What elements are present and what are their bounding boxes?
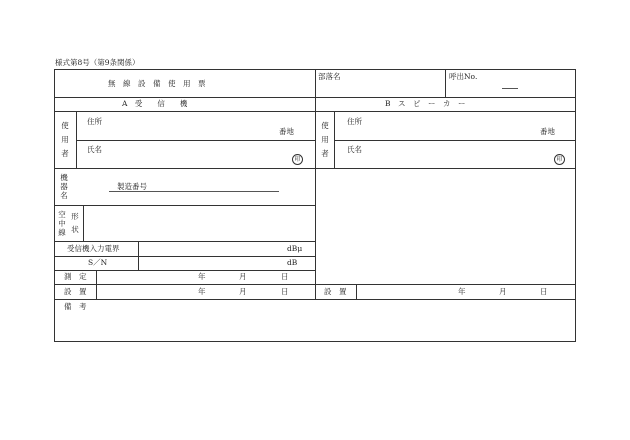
sn-label: S／N <box>88 258 108 267</box>
user-b-mid <box>334 140 575 141</box>
aerial-divider <box>83 205 84 241</box>
serial-label: 製造番号 <box>117 182 147 191</box>
frame-right <box>575 69 576 342</box>
user-b-name-label: 氏名 <box>347 145 362 154</box>
install-a-day: 日 <box>281 287 289 296</box>
rule-sn <box>54 270 315 271</box>
user-a-label: 使用者 <box>61 121 69 158</box>
remarks-label: 備 考 <box>64 302 87 311</box>
sn-unit: dB <box>287 258 298 267</box>
install-b-year: 年 <box>458 287 466 296</box>
user-a-name-label: 氏名 <box>87 145 102 154</box>
level-divider <box>138 241 139 270</box>
install-b-month: 月 <box>499 287 507 296</box>
frame-bottom <box>54 341 576 342</box>
dept-label: 部落名 <box>318 72 341 81</box>
center-divider <box>315 69 316 300</box>
section-speaker: B ス ピ ー カ ー <box>385 99 466 108</box>
install-a-month: 月 <box>239 287 247 296</box>
install-b-day: 日 <box>540 287 548 296</box>
callsign-field[interactable] <box>502 80 518 89</box>
measure-divider <box>96 270 97 300</box>
input-level-label: 受信機入力電界 <box>67 244 120 253</box>
user-b-banchi: 番地 <box>540 127 555 136</box>
install-b-divider <box>356 284 357 300</box>
user-b-seal-icon: 印 <box>554 154 565 165</box>
measure-month: 月 <box>239 272 247 281</box>
user-a-seal-icon: 印 <box>292 154 303 165</box>
measure-year: 年 <box>198 272 206 281</box>
user-a-address-label: 住所 <box>87 117 102 126</box>
form-title: 無 線 設 備 使 用 票 <box>108 79 206 88</box>
serial-underline[interactable] <box>109 183 279 192</box>
install-a-year: 年 <box>198 287 206 296</box>
shape-label: 形状 <box>71 212 79 234</box>
rule-input <box>54 256 315 257</box>
rule-equipment <box>54 205 315 206</box>
form-number: 様式第8号（第9条関係） <box>55 58 140 67</box>
callsign-divider <box>445 69 446 97</box>
equipment-label: 機器名 <box>60 173 68 200</box>
install-b-label: 設 置 <box>324 287 347 296</box>
measure-day: 日 <box>281 272 289 281</box>
measure-label: 測 定 <box>64 272 87 281</box>
user-a-banchi: 番地 <box>279 127 294 136</box>
aerial-label: 空中線 <box>58 210 66 237</box>
user-b-label: 使用者 <box>321 121 329 158</box>
section-receiver: A 受 信 機 <box>122 99 188 108</box>
install-a-label: 設 置 <box>64 287 87 296</box>
user-a-mid <box>76 140 315 141</box>
user-b-address-label: 住所 <box>347 117 362 126</box>
rule-aerial <box>54 241 315 242</box>
callsign-label: 呼出No. <box>449 72 478 81</box>
input-level-unit: dBμ <box>287 244 303 253</box>
